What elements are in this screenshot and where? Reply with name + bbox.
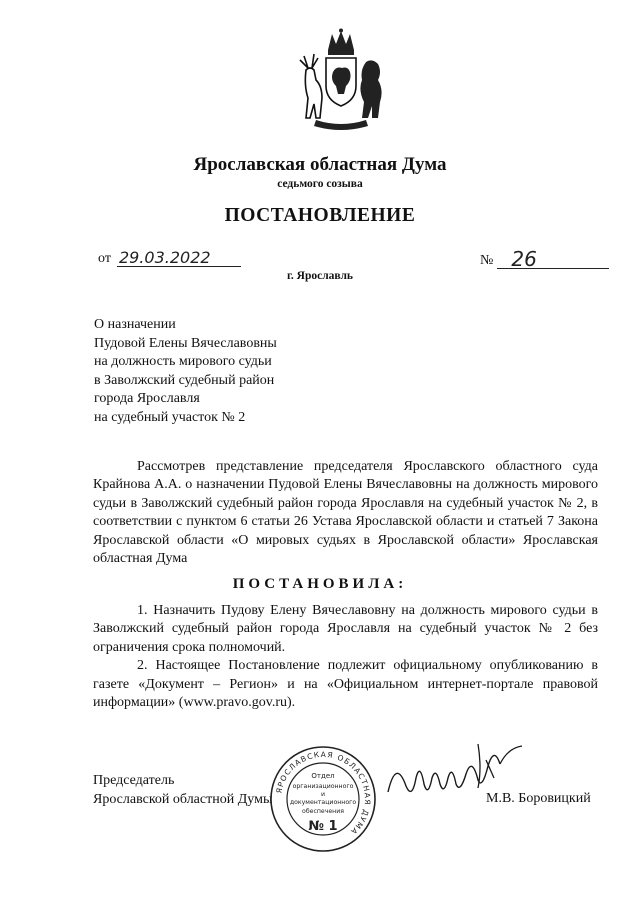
organization-name: Ярославская областная Дума bbox=[193, 154, 447, 175]
coat-of-arms-emblem bbox=[298, 28, 384, 134]
convocation-label: седьмого созыва bbox=[277, 178, 363, 190]
crown-icon bbox=[328, 29, 354, 56]
stamp-line: Отдел bbox=[311, 772, 335, 780]
preamble-paragraph bbox=[93, 458, 598, 568]
resolution-item-1: 1. Назначить Пудову Елену Вячеславовну на должность мирового судьи в Заволжский судебный район города Ярославля на судебный участок № 2 без ограничения срока полномочий. bbox=[93, 603, 598, 655]
signatory-title-line: Ярославской областной Думы bbox=[93, 791, 273, 807]
subject-block bbox=[94, 316, 277, 428]
number-value: 26 bbox=[497, 250, 609, 269]
subject-line: на должность мирового судьи bbox=[94, 354, 272, 370]
bear-supporter-icon bbox=[360, 60, 381, 118]
date-prefix: от bbox=[98, 251, 111, 266]
subject-line: в Заволжский судебный район bbox=[94, 372, 275, 388]
stamp-ring-text: ЯРОСЛАВСКАЯ ОБЛАСТНАЯ ДУМА bbox=[274, 749, 373, 837]
signatory-title bbox=[93, 772, 272, 809]
stamp-line: документационного bbox=[289, 799, 357, 806]
date-value: 29.03.2022 bbox=[117, 250, 241, 267]
signatory-title-line: Председатель bbox=[93, 773, 175, 788]
stamp-line: обеспечения bbox=[302, 808, 344, 815]
official-stamp bbox=[268, 744, 378, 854]
stamp-number: № 1 bbox=[308, 819, 338, 834]
document-date bbox=[98, 250, 241, 267]
stamp-line: организационного bbox=[292, 783, 354, 790]
resolution-item-2: 2. Настоящее Постановление подлежит официальному опубликованию в газете «Документ – Регион» и на «Официальном интернет-портале правовой информации» (www.pravo.gov.ru). bbox=[93, 658, 598, 711]
city-label: г. Ярославль bbox=[286, 270, 354, 282]
subject-line: на судебный участок № 2 bbox=[94, 409, 246, 425]
resolved-heading: ПОСТАНОВИЛА: bbox=[232, 576, 408, 592]
number-prefix: № bbox=[480, 253, 494, 268]
document-type-title: ПОСТАНОВЛЕНИЕ bbox=[224, 205, 416, 226]
resolution-items bbox=[93, 602, 598, 712]
preamble-text: Рассмотрев представление председателя Ярославского областного суда Крайнова А.А. о назначении Пудовой Елены Вячеславовны на должность мирового судьи в Заволжский судебный район города Ярославля на судебный участок № 2, в соответствии с пунктом 6 статьи 26 Устава Ярославской области и статьей 7 Закона Ярославской области «О мировых судьях в Ярославской области» Ярославская областная Дума bbox=[93, 459, 598, 567]
signatory-name: М.В. Боровицкий bbox=[486, 791, 591, 806]
subject-line: О назначении bbox=[94, 317, 176, 332]
document-number bbox=[480, 247, 609, 271]
subject-line: Пудовой Елены Вячеславовны bbox=[94, 335, 277, 351]
stamp-line: и bbox=[320, 791, 326, 798]
subject-line: города Ярославля bbox=[94, 391, 200, 407]
deer-supporter-icon bbox=[300, 54, 322, 118]
